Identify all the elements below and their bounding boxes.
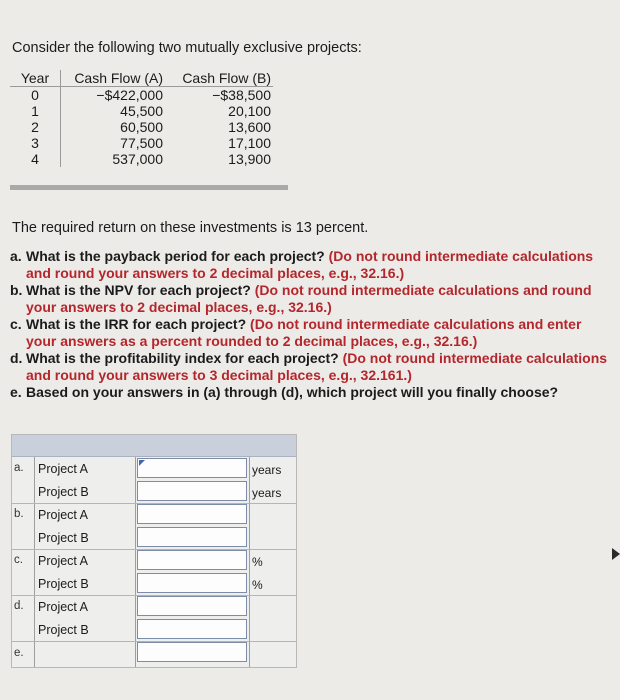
table-row [10,103,273,119]
cash-flow-b-cell: 17,100 [228,135,271,151]
unit-label: % [252,578,263,592]
intro-text: Consider the following two mutually exclusive projects: [12,40,362,56]
row-letter: c. [14,554,23,566]
cash-flow-a-cell: 60,500 [120,119,163,135]
table-row [10,135,273,151]
question-text: Based on your answers in (a) through (d), which project will you finally choose? [26,384,559,400]
npv-b-input[interactable] [137,527,247,547]
year-cell: 4 [10,151,61,167]
question-text: What is the IRR for each project? [26,316,247,332]
question-b [10,282,615,316]
question-note: (Do not round intermediate calculations and round your answers to 3 decimal places, e.g., 32.161.) [26,350,608,383]
cash-flow-table [10,70,273,167]
year-cell: 2 [10,119,61,135]
irr-b-input[interactable] [137,573,247,593]
year-cell: 0 [10,87,61,104]
project-label: Project A [38,600,89,614]
question-letter: b. [10,282,23,298]
question-note: (Do not round intermediate calculations and round your answers to 2 decimal places, e.g., 32.16.) [26,282,592,315]
year-cell: 1 [10,103,61,119]
cash-flow-b-cell: 13,900 [228,151,271,167]
question-c [10,316,615,350]
question-a [10,248,615,282]
question-text: What is the payback period for each project? [26,248,325,264]
project-label: Project B [38,485,89,499]
cash-flow-a-cell: 77,500 [120,135,163,151]
cash-flow-b-header: Cash Flow (B) [165,70,273,87]
next-arrow-icon[interactable] [612,548,620,560]
unit-label: years [252,486,282,500]
question-text: What is the NPV for each project? [26,282,251,298]
payback-a-input[interactable] [137,458,247,478]
cash-flow-a-header: Cash Flow (A) [61,70,166,87]
year-cell: 3 [10,135,61,151]
project-label: Project A [38,508,89,522]
row-letter: a. [14,462,24,474]
final-choice-select[interactable] [137,642,247,662]
question-d [10,350,615,384]
answer-table [11,434,297,668]
cash-flow-b-cell: −$38,500 [212,87,271,103]
cash-flow-b-cell: 20,100 [228,103,271,119]
cash-flow-a-cell: 537,000 [112,151,163,167]
question-note: (Do not round intermediate calculations and round your answers to 2 decimal places, e.g., 32.16.) [26,248,594,281]
question-letter: a. [10,248,22,264]
npv-a-input[interactable] [137,504,247,524]
required-return-text: The required return on these investments is 13 percent. [12,220,369,236]
question-letter: c. [10,316,22,332]
question-letter: e. [10,384,22,400]
grid-line [34,457,35,667]
cash-flow-b-cell: 13,600 [228,119,271,135]
table-bottom-rule [10,185,288,190]
unit-label: % [252,555,263,569]
project-label: Project B [38,577,89,591]
grid-line [249,457,250,667]
table-row [10,151,273,167]
question-list [10,248,615,401]
row-letter: b. [14,508,24,520]
cash-flow-a-cell: −$422,000 [96,87,163,103]
input-marker-icon [139,460,145,466]
cash-flow-a-cell: 45,500 [120,103,163,119]
payback-b-input[interactable] [137,481,247,501]
project-label: Project A [38,462,89,476]
answer-table-header [12,435,296,457]
project-label: Project A [38,554,89,568]
table-row [10,119,273,135]
question-text: What is the profitability index for each project? [26,350,339,366]
year-header: Year [10,70,61,87]
pi-b-input[interactable] [137,619,247,639]
table-row [10,87,273,104]
question-e [10,384,615,401]
grid-line [135,457,136,667]
row-letter: d. [14,600,24,612]
project-label: Project B [38,531,89,545]
pi-a-input[interactable] [137,596,247,616]
row-letter: e. [14,647,24,659]
question-letter: d. [10,350,23,366]
irr-a-input[interactable] [137,550,247,570]
project-label: Project B [38,623,89,637]
unit-label: years [252,463,282,477]
question-note: (Do not round intermediate calculations and enter your answers as a percent rounded to 2 decimal places, e.g., 32.16.) [26,316,582,349]
